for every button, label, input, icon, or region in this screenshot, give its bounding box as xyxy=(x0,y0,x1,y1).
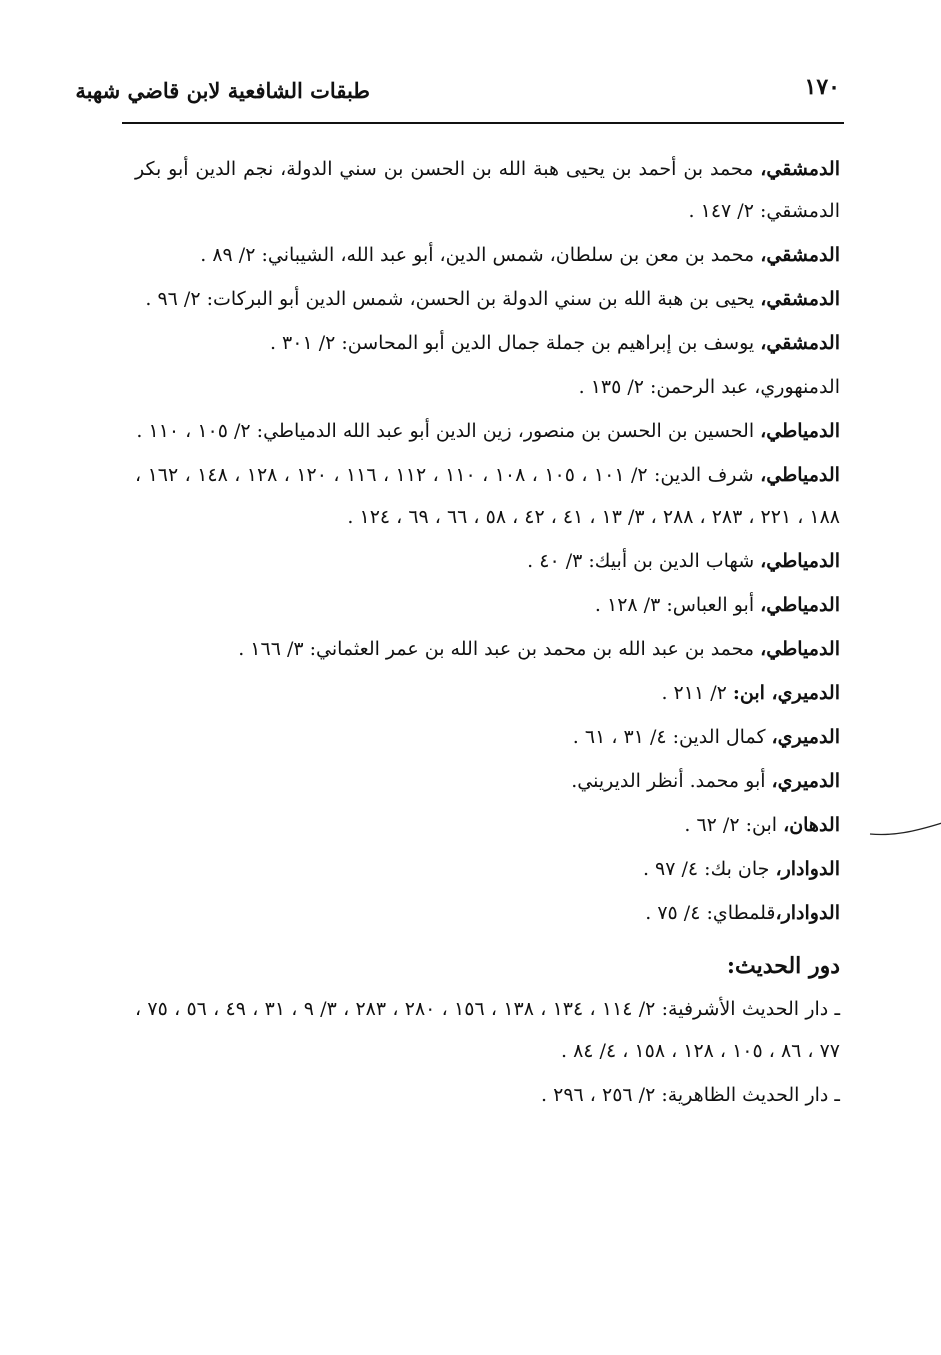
entry-text: ٢/ ٢١١ . xyxy=(661,682,733,704)
entry-name: الدميري، xyxy=(771,770,840,792)
entry-text: قلمطاي: ٤/ ٧٥ . xyxy=(645,902,776,924)
entry-text: محمد بن عبد الله بن محمد بن عبد الله بن عمر العثماني: ٣/ ١٦٦ . xyxy=(238,638,761,660)
index-entry xyxy=(135,366,840,408)
entry-text: ابن: ٢/ ٦٢ . xyxy=(684,814,784,836)
index-entry xyxy=(135,234,840,276)
entry-name: الدهان، xyxy=(783,814,840,836)
index-entry xyxy=(135,628,840,670)
index-body xyxy=(135,148,840,1118)
entry-text: الدمنهوري، عبد الرحمن: ٢/ ١٣٥ . xyxy=(578,376,840,398)
index-entry xyxy=(135,540,840,582)
entry-name: الدمشقي، xyxy=(760,288,840,310)
page-number: ١٧٠ xyxy=(804,74,840,100)
entry-text: محمد بن أحمد بن يحيى هبة الله بن الحسن بن سني الدولة، نجم الدين أبو بكر الدمشقي: ٢/ ١٤٧ . xyxy=(135,158,840,222)
index-entry xyxy=(135,716,840,758)
margin-pen-stroke xyxy=(868,820,941,840)
index-entry xyxy=(135,892,840,934)
entry-name: الدمياطي، xyxy=(760,638,840,660)
entry-text: أبو العباس: ٣/ ١٢٨ . xyxy=(594,594,761,616)
entry-name: الدميري، ابن: xyxy=(732,682,840,704)
entry-text: محمد بن معن بن سلطان، شمس الدين، أبو عبد الله، الشيباني: ٢/ ٨٩ . xyxy=(200,244,761,266)
entry-text: الحسين بن الحسن بن منصور، زين الدين أبو عبد الله الدمياطي: ٢/ ١٠٥ ، ١١٠ . xyxy=(136,420,761,442)
section-item: ـ دار الحديث الأشرفية: ٢/ ١١٤ ، ١٣٤ ، ١٣٨ ، ١٥٦ ، ٢٨٠ ، ٢٨٣ ، ٣/ ٩ ، ٣١ ، ٤٩ ، ٥٦ ، ٧٥ ، ٧٧ ، ٨٦ ، ١٠٥ ، ١٢٨ ، ١٥٨ ، ٤/ ٨٤ . xyxy=(135,998,841,1062)
page-header xyxy=(75,72,840,116)
entry-text: أبو محمد. أنظر الديريني. xyxy=(571,770,772,792)
index-entry xyxy=(135,760,840,802)
entry-name: الدمياطي، xyxy=(760,594,840,616)
entry-text: يوسف بن إبراهيم بن جملة جمال الدين أبو المحاسن: ٢/ ٣٠١ . xyxy=(269,332,761,354)
entry-text: كمال الدين: ٤/ ٣١ ، ٦١ . xyxy=(572,726,772,748)
index-entry xyxy=(135,848,840,890)
index-entry xyxy=(135,454,840,538)
section-heading: دور الحديث: xyxy=(726,953,840,979)
index-entry xyxy=(135,278,840,320)
index-entry xyxy=(135,584,840,626)
entry-name: الدمشقي، xyxy=(760,244,840,266)
entry-text: شرف الدين: ٢/ ١٠١ ، ١٠٥ ، ١٠٨ ، ١١٠ ، ١١٢ ، ١١٦ ، ١٢٠ ، ١٢٨ ، ١٤٨ ، ١٦٢ ، ١٨٨ ، ٢٢١ ، ٢٨٣ ، ٢٨٨ ، ٣/ ١٣ ، ٤١ ، ٤٢ ، ٥٨ ، ٦٦ ، ٦٩ ، ١٢٤ . xyxy=(135,464,840,528)
entry-name: الدميري، xyxy=(771,726,840,748)
running-title: طبقات الشافعية لابن قاضي شهبة xyxy=(75,78,370,103)
index-entry xyxy=(135,672,840,714)
index-entry xyxy=(135,804,840,846)
index-entry xyxy=(135,148,840,232)
entry-name: الدمياطي، xyxy=(760,420,840,442)
entry-name: الدمشقي، xyxy=(760,158,840,180)
entry-name: الدمياطي، xyxy=(760,550,840,572)
index-entry xyxy=(135,410,840,452)
entry-name: الدوادار، xyxy=(775,858,840,880)
index-entry xyxy=(135,322,840,364)
header-rule xyxy=(122,122,844,124)
entry-name: الدمشقي، xyxy=(760,332,840,354)
entry-text: يحيى بن هبة الله بن سني الدولة بن الحسن، شمس الدين أبو البركات: ٢/ ٩٦ . xyxy=(145,288,761,310)
entry-name: الدمياطي، xyxy=(760,464,840,486)
entry-text: شهاب الدين بن أبيك: ٣/ ٤٠ . xyxy=(527,550,761,572)
entry-name: الدوادار، xyxy=(775,902,840,924)
entry-text: جان بك: ٤/ ٩٧ . xyxy=(642,858,776,880)
section-item: ـ دار الحديث الظاهرية: ٢/ ٢٥٦ ، ٢٩٦ . xyxy=(541,1084,840,1106)
